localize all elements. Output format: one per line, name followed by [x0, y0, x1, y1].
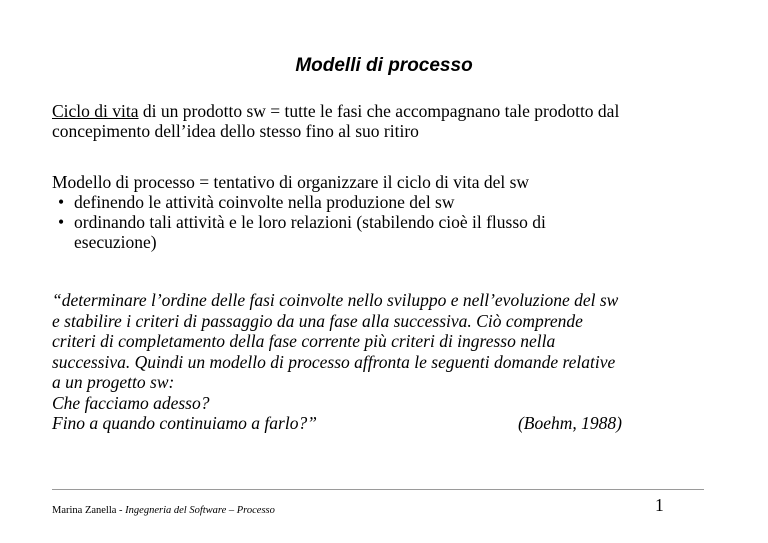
quote-citation: (Boehm, 1988)	[517, 413, 622, 433]
bullet-icon: •	[58, 192, 65, 212]
process-model-bullets	[52, 192, 712, 252]
list-item-text: definendo le attività coinvolte nella produzione del sw	[74, 192, 455, 212]
page-title: Modelli di processo	[295, 55, 473, 76]
quote-line: e stabilire i criteri di passaggio da una fase alla successiva. Ciò comprende	[52, 310, 583, 331]
bullet-icon: •	[58, 212, 65, 232]
quote-line: criteri di completamento della fase corrente più criteri di ingresso nella	[52, 331, 556, 351]
page-number: 1	[655, 495, 664, 515]
quote-line: Che facciamo adesso?	[52, 392, 210, 413]
footer-course: Ingegneria del Software – Processo	[125, 505, 275, 516]
life-cycle-text: di un prodotto sw = tutte le fasi che accompagnano tale prodotto dal	[138, 101, 620, 121]
footer-author: Marina Zanella -	[52, 505, 126, 516]
process-model-lead: Modello di processo = tentativo di organizzare il ciclo di vita del sw	[52, 172, 530, 192]
list-item-text-continued: esecuzione)	[74, 232, 157, 252]
life-cycle-term: Ciclo di vita	[52, 101, 139, 121]
quote-line: successiva. Quindi un modello di processo affronta le seguenti domande relative	[52, 351, 616, 372]
list-item	[52, 212, 712, 252]
footer-credit	[52, 505, 275, 516]
life-cycle-definition	[52, 101, 712, 141]
process-model-definition	[52, 172, 712, 252]
footer-divider	[52, 489, 704, 490]
quote-line: “determinare l’ordine delle fasi coinvolte nello sviluppo e nell’evoluzione del sw	[52, 290, 619, 310]
list-item-text: ordinando tali attività e le loro relazioni (stabilendo cioè il flusso di	[74, 212, 546, 232]
quote-line: a un progetto sw:	[52, 372, 175, 392]
life-cycle-text-line2: concepimento dell’idea dello stesso fino al suo ritiro	[52, 121, 419, 141]
quote-line: Fino a quando continuiamo a farlo?”	[52, 413, 317, 433]
boehm-quote	[52, 290, 704, 434]
quote-last-line	[52, 413, 622, 434]
list-item	[52, 192, 712, 212]
